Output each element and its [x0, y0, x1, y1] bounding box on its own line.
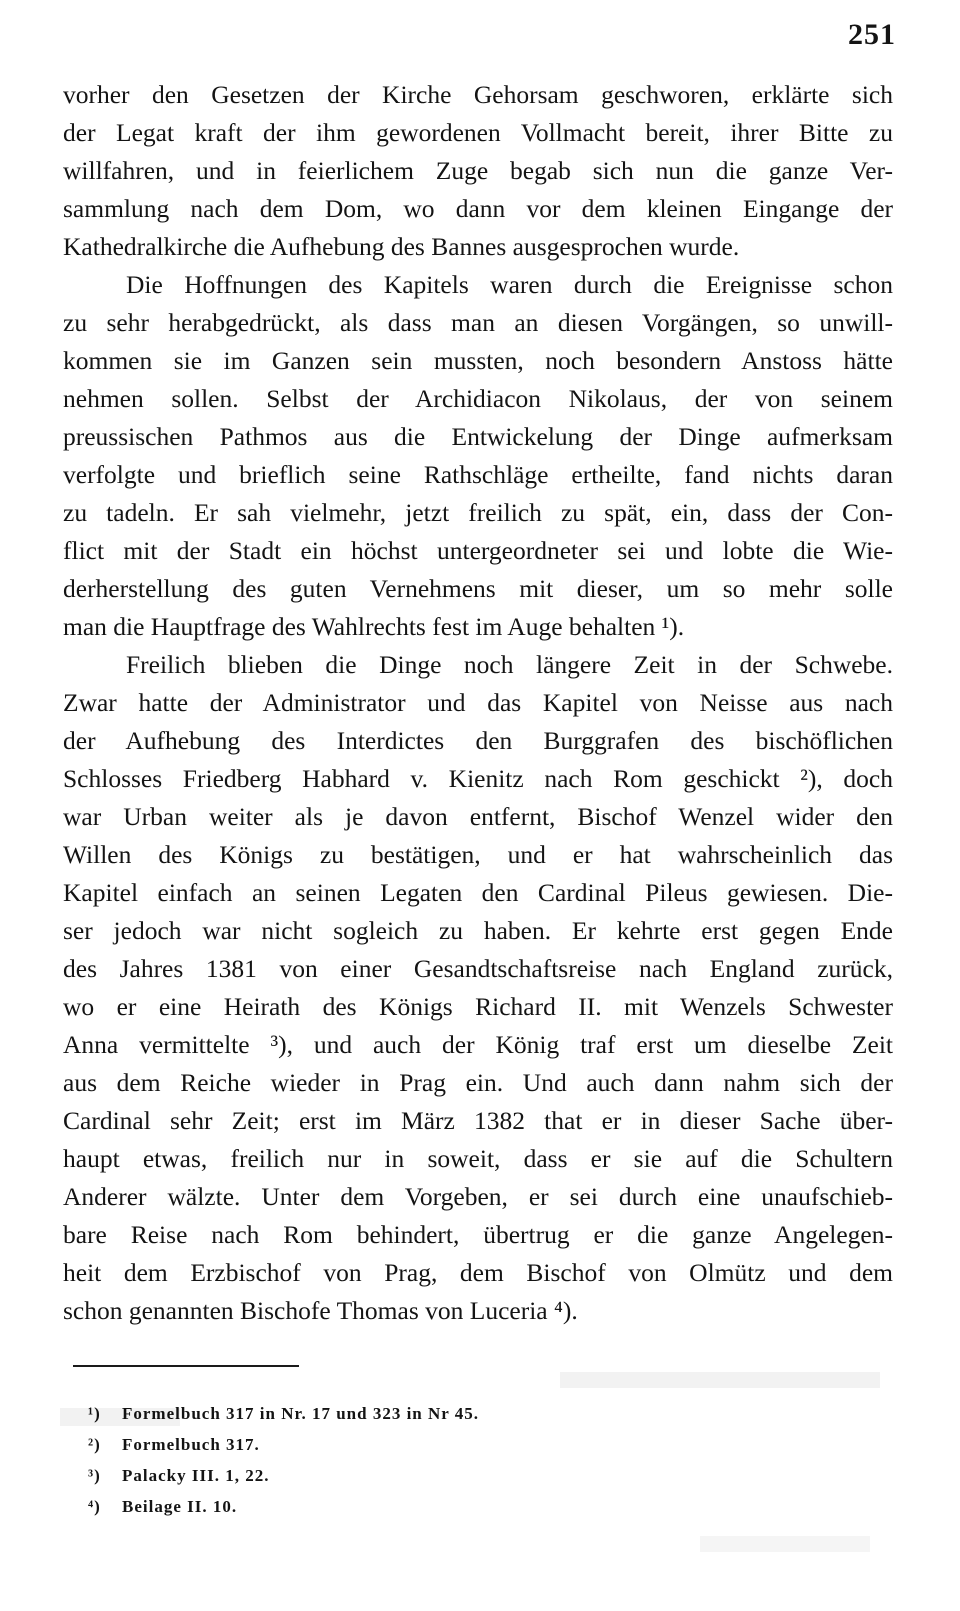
text-line: der Legat kraft der ihm gewordenen Vollmacht bereit, ihrer Bitte zu: [63, 118, 893, 147]
text-line: zu tadeln. Er sah vielmehr, jetzt freilich zu spät, ein, dass der Con-: [63, 498, 893, 527]
footnote-rule: [73, 1365, 299, 1367]
text-line: zu sehr herabgedrückt, als dass man an diesen Vorgängen, so unwill-: [63, 308, 893, 337]
text-line: vorher den Gesetzen der Kirche Gehorsam geschworen, erklärte sich: [63, 80, 893, 109]
footnote-number: ¹): [88, 1404, 101, 1423]
paragraph: [63, 646, 893, 1330]
footnote-number: ³): [88, 1466, 101, 1485]
body-text: [63, 76, 893, 1330]
text-line: Kathedralkirche die Aufhebung des Bannes ausgesprochen wurde.: [63, 232, 740, 261]
text-line: derherstellung des guten Vernehmens mit dieser, um so mehr solle: [63, 574, 893, 603]
text-line: Willen des Königs zu bestätigen, und er hat wahrscheinlich das: [63, 840, 893, 869]
text-line: willfahren, und in feierlichem Zuge begab sich nun die ganze Ver-: [63, 156, 893, 185]
text-line: Anderer wälzte. Unter dem Vorgeben, er sei durch eine unaufschieb-: [63, 1182, 893, 1211]
show-through-smudge: [700, 1536, 870, 1552]
footnote: [88, 1460, 888, 1491]
text-line: verfolgte und brieflich seine Rathschläge ertheilte, fand nichts daran: [63, 460, 893, 489]
text-line: bare Reise nach Rom behindert, übertrug er die ganze Angelegen-: [63, 1220, 893, 1249]
text-line: kommen sie im Ganzen sein mussten, noch besondern Anstoss hätte: [63, 346, 893, 375]
text-line: haupt etwas, freilich nur in soweit, dass er sie auf die Schultern: [63, 1144, 893, 1173]
text-line: des Jahres 1381 von einer Gesandtschaftsreise nach England zurück,: [63, 954, 893, 983]
paragraph: [63, 266, 893, 646]
footnote-text: Palacky III. 1, 22.: [122, 1466, 270, 1485]
text-line: Die Hoffnungen des Kapitels waren durch die Ereignisse schon: [126, 270, 893, 299]
footnote-number: ²): [88, 1435, 101, 1454]
footnote-text: Beilage II. 10.: [122, 1497, 238, 1516]
text-line: sammlung nach dem Dom, wo dann vor dem kleinen Eingange der: [63, 194, 893, 223]
text-line: heit dem Erzbischof von Prag, dem Bischof von Olmütz und dem: [63, 1258, 893, 1287]
footnote-text: Formelbuch 317.: [122, 1435, 260, 1454]
text-line: ser jedoch war nicht sogleich zu haben. Er kehrte erst gegen Ende: [63, 916, 893, 945]
paragraph: [63, 76, 893, 266]
text-line: war Urban weiter als je davon entfernt, Bischof Wenzel wider den: [63, 802, 893, 831]
text-line: flict mit der Stadt ein höchst untergeordneter sei und lobte die Wie-: [63, 536, 893, 565]
text-line: preussischen Pathmos aus die Entwickelung der Dinge aufmerksam: [63, 422, 893, 451]
text-line: schon genannten Bischofe Thomas von Luceria ⁴).: [63, 1296, 578, 1325]
footnote-text: Formelbuch 317 in Nr. 17 und 323 in Nr 45.: [122, 1404, 480, 1423]
footnote: [88, 1491, 888, 1522]
text-line: Schlosses Friedberg Habhard v. Kienitz nach Rom geschickt ²), doch: [63, 764, 893, 793]
text-line: der Aufhebung des Interdictes den Burggrafen des bischöflichen: [63, 726, 893, 755]
text-line: Kapitel einfach an seinen Legaten den Cardinal Pileus gewiesen. Die-: [63, 878, 893, 907]
text-line: Anna vermittelte ³), und auch der König traf erst um dieselbe Zeit: [63, 1030, 893, 1059]
text-line: Zwar hatte der Administrator und das Kapitel von Neisse aus nach: [63, 688, 893, 717]
footnote: [88, 1398, 888, 1429]
page-number: 251: [848, 18, 896, 51]
text-line: wo er eine Heirath des Königs Richard II. mit Wenzels Schwester: [63, 992, 893, 1021]
footnote-number: ⁴): [88, 1497, 101, 1516]
text-line: Cardinal sehr Zeit; erst im März 1382 that er in dieser Sache über-: [63, 1106, 893, 1135]
footnote: [88, 1429, 888, 1460]
show-through-smudge: [560, 1372, 880, 1388]
text-line: Freilich blieben die Dinge noch längere Zeit in der Schwebe.: [126, 650, 893, 679]
footnotes: [88, 1398, 888, 1522]
text-line: man die Hauptfrage des Wahlrechts fest im Auge behalten ¹).: [63, 612, 685, 641]
text-line: aus dem Reiche wieder in Prag ein. Und auch dann nahm sich der: [63, 1068, 893, 1097]
text-line: nehmen sollen. Selbst der Archidiacon Nikolaus, der von seinem: [63, 384, 893, 413]
